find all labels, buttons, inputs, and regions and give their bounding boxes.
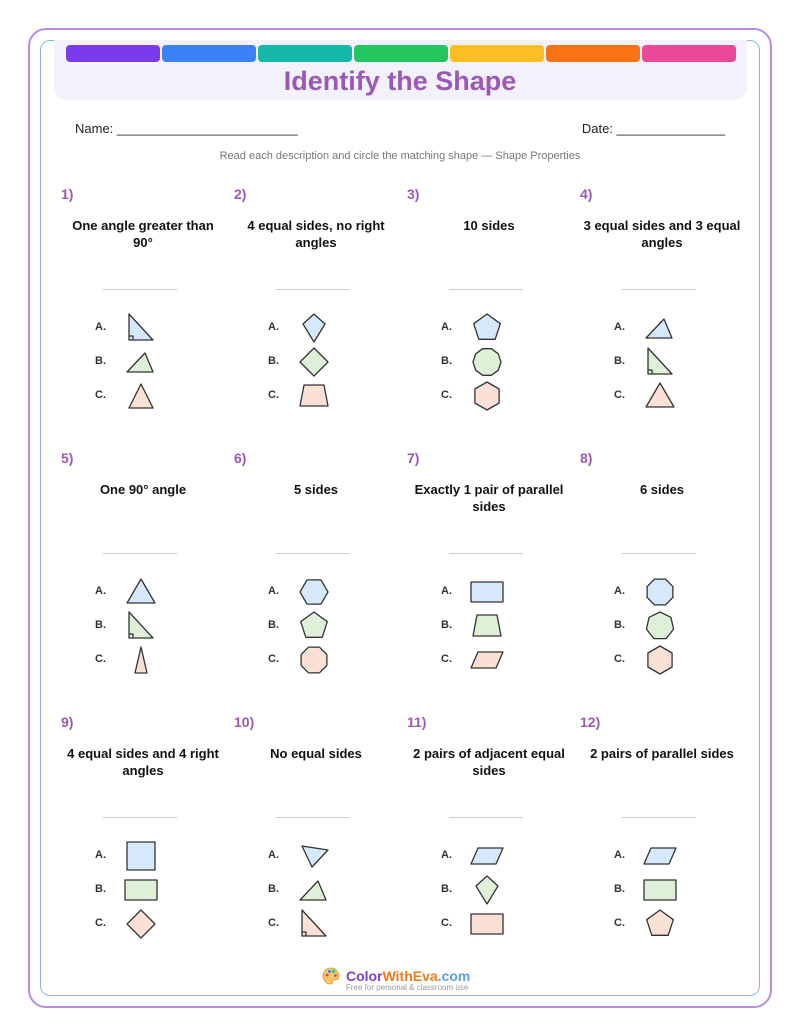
option-label: C. xyxy=(268,653,279,665)
option-c[interactable] xyxy=(95,642,215,678)
question-text: 3 equal sides and 3 equal angles xyxy=(583,218,741,250)
option-label: C. xyxy=(268,389,279,401)
decagon-icon xyxy=(469,344,505,380)
answer-line xyxy=(449,553,523,554)
question-11 xyxy=(407,714,580,978)
answer-line xyxy=(622,553,696,554)
footer-tagline: Free for personal & classroom use xyxy=(346,983,469,992)
answer-line xyxy=(103,289,177,290)
question-text: 4 equal sides and 4 right angles xyxy=(67,746,219,778)
option-c[interactable] xyxy=(614,378,734,414)
option-label: B. xyxy=(441,883,452,895)
answer-line xyxy=(276,553,350,554)
option-b[interactable] xyxy=(441,344,561,380)
name-field: Name: _________________________ xyxy=(75,121,298,136)
color-bar-strip xyxy=(66,45,736,62)
option-label: A. xyxy=(268,321,279,333)
option-label: C. xyxy=(614,389,625,401)
option-a[interactable] xyxy=(614,838,734,874)
question-4 xyxy=(580,186,753,450)
question-number: 2) xyxy=(234,186,247,202)
question-text: 4 equal sides, no right angles xyxy=(247,218,385,250)
rectangle-icon xyxy=(123,872,159,908)
question-text: One 90° angle xyxy=(99,482,187,497)
option-b[interactable] xyxy=(95,608,215,644)
color-bar-6 xyxy=(546,45,640,62)
question-7 xyxy=(407,450,580,714)
brand-logo-text xyxy=(346,968,470,984)
option-label: C. xyxy=(268,917,279,929)
question-text: One angle greater than 90° xyxy=(72,218,214,250)
option-a[interactable] xyxy=(268,310,388,346)
answer-line xyxy=(449,817,523,818)
brand-part2: WithEva xyxy=(382,968,438,984)
option-c[interactable] xyxy=(95,378,215,414)
option-a[interactable] xyxy=(268,838,388,874)
option-c[interactable] xyxy=(95,906,215,942)
obtuse-triangle-icon xyxy=(123,344,159,380)
option-label: C. xyxy=(441,653,452,665)
option-label: B. xyxy=(614,355,625,367)
option-label: A. xyxy=(614,849,625,861)
option-label: B. xyxy=(441,619,452,631)
option-label: A. xyxy=(268,849,279,861)
question-10 xyxy=(234,714,407,978)
answer-line xyxy=(622,817,696,818)
option-label: B. xyxy=(614,619,625,631)
instructions: Read each description and circle the matching shape — Shape Properties xyxy=(219,150,581,162)
rhombus-icon xyxy=(123,906,159,942)
pentagon-icon xyxy=(296,608,332,644)
option-label: B. xyxy=(614,883,625,895)
option-a[interactable] xyxy=(614,574,734,610)
brand-part3: .com xyxy=(437,968,471,984)
answer-line xyxy=(103,817,177,818)
option-c[interactable] xyxy=(268,906,388,942)
acute-triangle-icon xyxy=(123,378,159,414)
right-triangle-icon xyxy=(123,608,159,644)
option-b[interactable] xyxy=(95,872,215,908)
option-label: C. xyxy=(95,653,106,665)
option-label: C. xyxy=(614,653,625,665)
trapezoid-icon xyxy=(296,378,332,414)
kite-icon xyxy=(296,310,332,346)
option-c[interactable] xyxy=(614,642,734,678)
question-number: 8) xyxy=(580,450,593,466)
hexagon-icon xyxy=(642,642,678,678)
question-text: 10 sides xyxy=(463,218,515,233)
hexagon-icon xyxy=(469,378,505,414)
question-number: 1) xyxy=(61,186,74,202)
option-a[interactable] xyxy=(441,574,561,610)
option-b[interactable] xyxy=(441,608,561,644)
parallelogram-icon xyxy=(642,838,678,874)
option-label: A. xyxy=(614,321,625,333)
color-bar-7 xyxy=(642,45,736,62)
pentagon-icon xyxy=(469,310,505,346)
option-label: B. xyxy=(268,883,279,895)
option-label: B. xyxy=(268,619,279,631)
right-triangle-icon xyxy=(123,310,159,346)
option-a[interactable] xyxy=(95,574,215,610)
option-c[interactable] xyxy=(441,378,561,414)
option-label: A. xyxy=(95,321,106,333)
question-5 xyxy=(61,450,234,714)
option-a[interactable] xyxy=(441,838,561,874)
option-b[interactable] xyxy=(268,608,388,644)
option-b[interactable] xyxy=(268,872,388,908)
option-label: B. xyxy=(95,883,106,895)
equilateral-triangle-icon xyxy=(123,574,159,610)
kite-icon xyxy=(469,872,505,908)
answer-line xyxy=(276,817,350,818)
option-a[interactable] xyxy=(95,838,215,874)
brand-part1: Color xyxy=(346,968,383,984)
square-icon xyxy=(123,838,159,874)
option-label: A. xyxy=(268,585,279,597)
pentagon-icon xyxy=(642,906,678,942)
option-label: A. xyxy=(441,585,452,597)
option-label: A. xyxy=(95,849,106,861)
question-number: 3) xyxy=(407,186,420,202)
palette-logo-icon xyxy=(322,967,340,985)
question-text: 2 pairs of adjacent equal sides xyxy=(413,746,565,778)
question-number: 7) xyxy=(407,450,420,466)
question-8 xyxy=(580,450,753,714)
option-label: B. xyxy=(268,355,279,367)
option-b[interactable] xyxy=(441,872,561,908)
rectangle-icon xyxy=(469,574,505,610)
question-number: 5) xyxy=(61,450,74,466)
option-label: C. xyxy=(614,917,625,929)
question-number: 9) xyxy=(61,714,74,730)
option-b[interactable] xyxy=(614,344,734,380)
option-a[interactable] xyxy=(95,310,215,346)
option-b[interactable] xyxy=(268,344,388,380)
question-2 xyxy=(234,186,407,450)
answer-line xyxy=(276,289,350,290)
question-number: 4) xyxy=(580,186,593,202)
option-c[interactable] xyxy=(614,906,734,942)
option-label: C. xyxy=(441,917,452,929)
option-b[interactable] xyxy=(95,344,215,380)
option-label: C. xyxy=(441,389,452,401)
option-label: A. xyxy=(441,849,452,861)
color-bar-1 xyxy=(66,45,160,62)
color-bar-4 xyxy=(354,45,448,62)
option-label: A. xyxy=(95,585,106,597)
answer-line xyxy=(622,289,696,290)
question-text: 5 sides xyxy=(293,482,339,497)
isosceles-triangle-icon xyxy=(123,642,159,678)
question-3 xyxy=(407,186,580,450)
option-c[interactable] xyxy=(441,906,561,942)
octagon-icon xyxy=(642,574,678,610)
trapezoid-icon xyxy=(469,608,505,644)
color-bar-3 xyxy=(258,45,352,62)
question-number: 6) xyxy=(234,450,247,466)
obtuse-triangle-icon xyxy=(296,872,332,908)
rectangle-icon xyxy=(642,872,678,908)
option-label: A. xyxy=(614,585,625,597)
question-1 xyxy=(61,186,234,450)
question-number: 10) xyxy=(234,714,255,730)
option-c[interactable] xyxy=(268,642,388,678)
hexagon-flat-icon xyxy=(296,574,332,610)
heptagon-icon xyxy=(642,608,678,644)
option-label: A. xyxy=(441,321,452,333)
option-c[interactable] xyxy=(268,378,388,414)
answer-line xyxy=(103,553,177,554)
page-title: Identify the Shape xyxy=(283,66,517,96)
question-text: Exactly 1 pair of parallel sides xyxy=(414,482,564,514)
option-label: B. xyxy=(95,355,106,367)
scalene-triangle-icon xyxy=(296,838,332,874)
obtuse-triangle-icon xyxy=(642,310,678,346)
answer-line xyxy=(449,289,523,290)
question-text: 6 sides xyxy=(639,482,685,497)
question-number: 11) xyxy=(407,714,427,730)
parallelogram-icon xyxy=(469,642,505,678)
option-label: C. xyxy=(95,389,106,401)
rectangle-icon xyxy=(469,906,505,942)
right-triangle-icon xyxy=(642,344,678,380)
option-a[interactable] xyxy=(268,574,388,610)
date-field: Date: _______________ xyxy=(581,121,725,136)
equilateral-triangle-icon xyxy=(642,378,678,414)
option-label: B. xyxy=(95,619,106,631)
right-triangle-icon xyxy=(296,906,332,942)
question-9 xyxy=(61,714,234,978)
option-label: C. xyxy=(95,917,106,929)
option-a[interactable] xyxy=(614,310,734,346)
question-text: 2 pairs of parallel sides xyxy=(590,746,734,761)
question-6 xyxy=(234,450,407,714)
option-b[interactable] xyxy=(614,872,734,908)
option-label: B. xyxy=(441,355,452,367)
octagon-icon xyxy=(296,642,332,678)
color-bar-2 xyxy=(162,45,256,62)
parallelogram-icon xyxy=(469,838,505,874)
rhombus-icon xyxy=(296,344,332,380)
question-number: 12) xyxy=(580,714,601,730)
color-bar-5 xyxy=(450,45,544,62)
question-text: No equal sides xyxy=(270,746,362,761)
option-b[interactable] xyxy=(614,608,734,644)
option-a[interactable] xyxy=(441,310,561,346)
question-12 xyxy=(580,714,753,978)
option-c[interactable] xyxy=(441,642,561,678)
